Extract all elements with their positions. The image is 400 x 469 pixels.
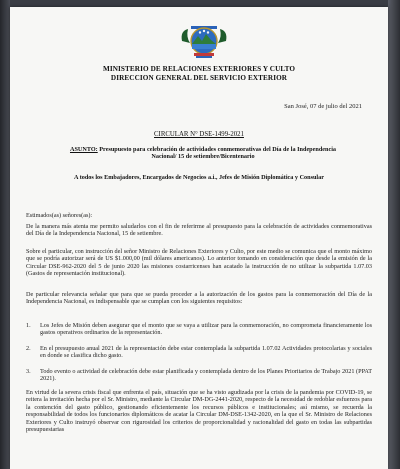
list-item-number: 3. [26, 368, 31, 375]
subject-label: ASUNTO: [69, 146, 98, 153]
document-date: San José, 07 de julio del 2021 [284, 103, 362, 110]
paragraph-amount: Sobre el particular, con instrucción del señor Ministro de Relaciones Exteriores y Culto, por este medio se comunica que el monto máximo que se podría autorizar será de US $1.000,00 (mil dólares americanos). Lo anterior tomando en consideración que desde la emisión de la Circular DSE-962-2020 del 5 de junio 2020 las misiones costarricenses han acatado la instrucción de no utilizar la subpartida 1.07.03 (Gastos de representación institucional). [26, 248, 372, 278]
list-item-number: 2. [26, 345, 31, 352]
subject-text: Presupuesto para celebración de actividades conmemorativas del Día de la Independencia Nacional/ 15 de setiembre/Bicentenario [99, 146, 337, 161]
list-item [26, 322, 372, 338]
list-item-text: En el presupuesto anual 2021 de la representación debe estar contemplada la subpartida 1.07.02 Actividades protocolarias y sociales en donde se clasifica dicho gasto. [40, 345, 372, 360]
greeting: Estimados(as) señores(as): [26, 212, 93, 219]
paragraph-closing: En virtud de la severa crisis fiscal que enfrenta el país, situación que se ha visto agudizada por la crisis de la pandemia por COVID-19, se reitera la invitación hecha por el Sr. Ministro, mediante la Circular DM-DG-2441-2020, respecto de la necesidad de redoblar esfuerzos para la contención del gasto público, gestionando eficientemente los recursos públicos e institucionales; así mismo, se recuerda la responsabilidad de todos los funcionarios diplomáticos de acatar la Circular DM-DSE-1342-2020, en la que el Sr. Ministro de Relaciones Exteriores y Culto instruyó observar con rigurosidad los criterios de proporcionalidad y racionalidad del gasto en todas las subpartidas presupuestarias [26, 389, 372, 434]
list-item [26, 368, 372, 384]
document-page [10, 7, 388, 469]
recipients: A todos los Embajadores, Encargados de Negocios a.i., Jefes de Misión Diplomática y Consular [74, 174, 324, 181]
circular-number: CIRCULAR N° DSE-1499-2021 [154, 131, 244, 138]
ministry-title: MINISTERIO DE RELACIONES EXTERIORES Y CULTO [102, 65, 296, 73]
background-edge-right [388, 0, 400, 469]
coat-of-arms-icon [178, 23, 230, 61]
list-item-text: Todo evento o actividad de celebración debe estar planificada y contemplada dentro de los Planes Prioritarios de Trabajo 2021 (PPAT 2021). [40, 368, 372, 383]
background-edge-left [0, 0, 10, 469]
subject-block [58, 146, 348, 161]
list-item-number: 1. [26, 322, 31, 329]
paragraph-intro: De la manera más atenta me permito saludarlos con el fin de referirme al presupuesto para la celebración de actividades conmemorativas del Día de la Independencia Nacional, 15 de setiembre. [26, 223, 372, 238]
paragraph-requirements: De particular relevancia señalar que para que se pueda proceder a la autorización de los gastos para la conmemoración del Día de la Independencia Nacional, es indispensable que se cumplan con los siguientes requisitos: [26, 291, 372, 306]
direction-title: DIRECCION GENERAL DEL SERVICIO EXTERIOR [110, 74, 288, 82]
list-item-text: Los Jefes de Misión deben asegurar que el monto que se vaya a utilizar para la conmemoración, no comprometa financieramente los gastos operativos ordinarios de la representación. [40, 322, 372, 337]
list-item [26, 345, 372, 361]
